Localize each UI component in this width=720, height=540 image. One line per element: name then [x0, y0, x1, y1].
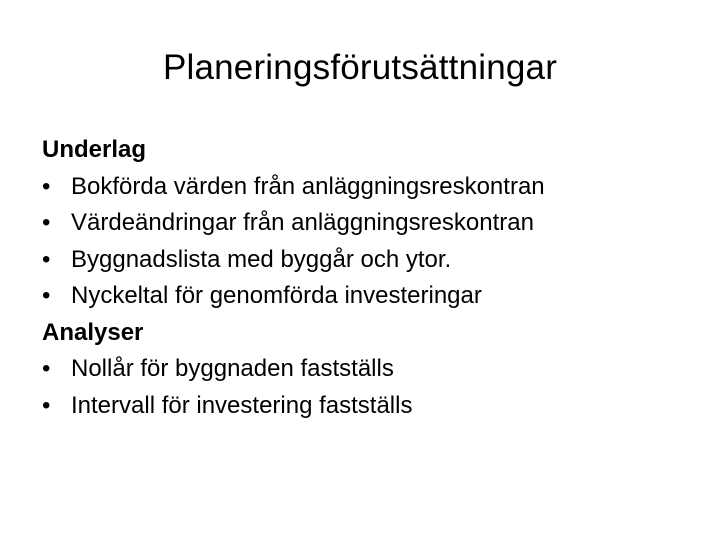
bullet-icon: • — [42, 209, 51, 236]
list-item-text: Bokförda värden från anläggningsreskontran — [71, 172, 545, 200]
list-item — [42, 351, 702, 388]
slide-body — [42, 132, 702, 424]
bullet-icon: • — [42, 391, 51, 419]
bullet-icon: • — [42, 282, 51, 309]
section-heading-analyser: Analyser — [42, 318, 144, 346]
bullet-icon: • — [42, 172, 51, 200]
list-item-text: Byggnadslista med byggår och ytor. — [71, 245, 452, 273]
list-item-text: Intervall för investering fastställs — [71, 391, 413, 419]
list-item — [42, 388, 702, 425]
slide-title: Planeringsförutsättningar — [162, 48, 558, 87]
bullet-icon: • — [42, 245, 51, 273]
list-item — [42, 278, 702, 315]
section-heading-underlag: Underlag — [42, 136, 147, 163]
list-item-text: Nollår för byggnaden fastställs — [71, 355, 394, 382]
bullet-icon: • — [42, 355, 51, 382]
list-item-text: Värdeändringar från anläggningsreskontran — [71, 209, 534, 236]
list-item — [42, 242, 702, 279]
list-item — [42, 169, 702, 206]
list-item — [42, 205, 702, 242]
list-item-text: Nyckeltal för genomförda investeringar — [71, 282, 482, 309]
